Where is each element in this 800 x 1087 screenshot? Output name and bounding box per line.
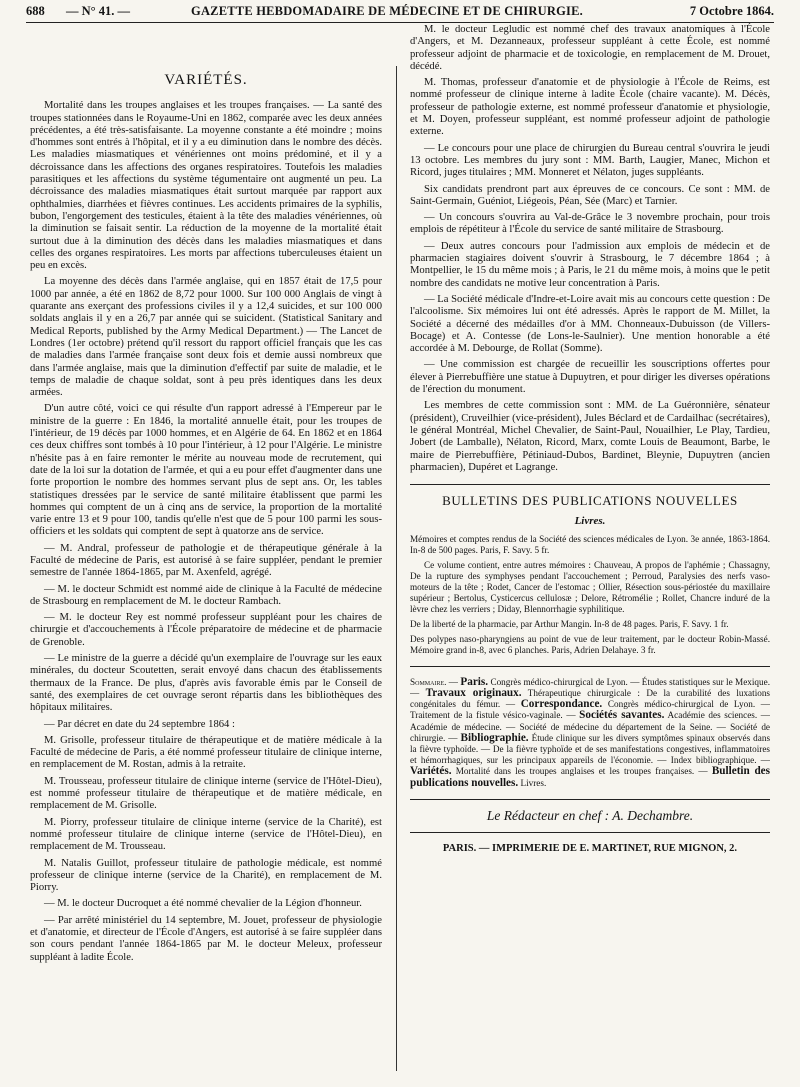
issue-date: 7 Octobre 1864. [689, 4, 774, 18]
paragraph: — La Société médicale d'Indre-et-Loire avait mis au concours cette question : De l'alcoolisme. Six mémoires lui ont été adressés. Après le rapport de M. Millet, la Société a décerné des médailles d'or à MM. Chonneaux-Dubuisson (de Villers-Bocage) et A. Contesse (de Lons-le-Saulnier). Une mention honorable a été accordée à M. Debourge, de Rollat (Somme). [410, 293, 770, 355]
publications-title: BULLETINS DES PUBLICATIONS NOUVELLES [442, 493, 738, 509]
paragraph: M. Natalis Guillot, professeur titulaire de pathologie médicale, est nommé professeur de clinique interne (service de la Charité), en remplacement de M. Piorry. [30, 857, 382, 894]
sommaire-section: Bibliographie. [460, 731, 529, 744]
printer-imprint: PARIS. — IMPRIMERIE DE E. MARTINET, RUE MIGNON, 2. [442, 843, 738, 855]
book-entry: Des polypes naso-pharyngiens au point de vue de leur traitement, par le docteur Robin-Massé. Mémoire grand in-8, avec 6 planches. Paris, Adrien Delahaye. 3 fr. [410, 633, 770, 655]
sommaire-section: Sociétés savantes. [579, 709, 665, 722]
sommaire-section: Travaux originaux. [425, 686, 522, 699]
book-entry: Mémoires et comptes rendus de la Société des sciences médicales de Lyon. 3e année, 1863-1864. In-8 de 500 pages. Paris, F. Savy. 5 fr. [410, 533, 770, 555]
publications-subtitle: Livres. [574, 515, 606, 528]
sommaire-section: Paris. [460, 675, 489, 688]
section-title: VARIÉTÉS. [164, 72, 248, 88]
sommaire-text: Mortalité dans les troupes anglaises et les troupes françaises. — [455, 766, 708, 777]
section-rule [410, 832, 770, 833]
journal-title: GAZETTE HEBDOMADAIRE DE MÉDECINE ET DE CHIRURGIE. [191, 4, 583, 18]
paragraph: — M. le docteur Ducroquet a été nommé chevalier de la Légion d'honneur. [44, 898, 362, 910]
paragraph: M. Thomas, professeur d'anatomie et de physiologie à l'École de Reims, est nommé professeur de clinique interne à ladite École (chaire vacante). M. Décès, professeur de pathologie externe, est nommé professeur d'anatomie et physiologie, et M. Doyen, professeur suppléant, est nommé professeur adjoint de pathologie externe. [410, 77, 770, 138]
book-entry: De la liberté de la pharmacie, par Arthur Mangin. In-8 de 48 pages. Paris, F. Savy. 1 fr. [410, 618, 729, 629]
section-rule [410, 799, 770, 800]
page-number: 688 [26, 4, 45, 18]
paragraph: M. Trousseau, professeur titulaire de clinique interne (service de l'Hôtel-Dieu), est nommé professeur titulaire de thérapeutique et de matière médicale, en remplacement de M. Grisolle. [30, 775, 382, 812]
paragraph: — Un concours s'ouvrira au Val-de-Grâce le 3 novembre prochain, pour trois emplois de répétiteur à l'École du service de santé militaire de Strasbourg. [410, 212, 770, 236]
paragraph: — Une commission est chargée de recueillir les souscriptions offertes pour élever à Pierrebuffière une statue à Dupuytren, et pour diriger les diverses opérations de l'érection du monument. [410, 359, 770, 396]
paragraph: Mortalité dans les troupes anglaises et les troupes françaises. — La santé des troupes stationnées dans le Royaume-Uni en 1862, comparée avec les deux années précédentes, a été très-satisfaisante. La moyenne constante a été moindre ; moins d'hommes sont entrés à l'hôpital, et il y a eu diminution dans le nombre des décès. Les maladies miasmatiques et vénériennes ont moins prédominé, et il y a décroissance dans les affections des organes respiratoires. Toutefois les maladies parasitiques et les affections du système tégumentaire ont augmenté un peu. La décroissance des maladies miasmatiques était surtout marquée par rapport aux ophthalmies, diarrhées et fièvres continues. Les accidents primaires de la syphilis, bubon, l'engorgement des testicules, étaient à la tête des maladies vénériennes, où la diminution se faisait sentir. La réduction de la moyenne de la mortalité était surtout due à la diminution des décès dans les maladies miasmatiques et dans celles des organes respiratoires. Les morts par affections tuberculeuses étaient un peu en excès. [30, 100, 382, 272]
sommaire-text: Congrès médico-chirurgical de Lyon. — Traitement de la fistule vésico-vaginale. — [410, 699, 770, 721]
sommaire-lead: Sommaire. — [410, 676, 458, 687]
paragraph: M. Grisolle, professeur titulaire de thérapeutique et de matière médicale à la Faculté de médecine de Paris, a été nommé professeur titulaire de clinique interne, en remplacement de M. Rostan, admis à la retraite. [30, 734, 382, 771]
sommaire-text: Étude clinique sur les divers symptômes spinaux observés dans la fièvre typhoïde. — De la fièvre typhoïde et de ses manifestations congestives, inflammatoires et hémorrhagiques, sur les principaux appareils de l'économie. — Index bibliographique. — [410, 732, 770, 766]
issue-number: — N° 41. — [66, 4, 131, 18]
paragraph: D'un autre côté, voici ce qui résulte d'un rapport adressé à l'Empereur par le ministre de la guerre : En 1846, la mortalité annuelle était, pour les troupes de l'intérieur, de 19 décès par 1000 hommes, et en Algérie de 64. En 1862 et en 1864 ces deux chiffres sont tombés à 10 pour l'intérieur, à 12 pour l'Algérie. Le ministre n'hésite pas à en faire remonter le mérite au nouveau mode de recrutement, qui date de la loi sur la dotation de l'armée, et qui a eu pour effet d'augmenter dans une forte proportion le nombre des hommes servant plus de sept ans. Or, les tables statistiques dressées par le service de santé militaire établissent que parmi les hommes qui comptent de un à cinq ans de service, la proportion de la mortalité varie entre 13 et 9 pour 100, tandis qu'elle n'est que de 5 pour 100 parmi les sous-officiers et les soldats qui comptent de sept à quatorze ans de service. [30, 403, 382, 538]
sommaire-text: Livres. [520, 777, 547, 788]
header-spacer [410, 8, 770, 24]
left-column [30, 64, 382, 1064]
paragraph: Les membres de cette commission sont : MM. de La Guéronnière, sénateur (président), Cruveilhier (vice-président), Jules Béclard et de Cardailhac (secrétaires), le général Montréal, Michel Chevalier, de Saint-Paul, Nouailhier, Le Play, Tardieu, Jobert (de Lamballe), Nélaton, Ricord, Marx, comte Louis de Beaumont, Barbe, le maire de Pierrebuffière, Pétiniaud-Dubos, Bardinet, Bleynie, Dupuytren (ancien pharmacien), Dupéret et Lagrange. [410, 400, 770, 473]
column-divider [396, 66, 397, 1071]
book-note: Ce volume contient, entre autres mémoires : Chauveau, A propos de l'aphémie ; Chassagny, De la rupture des symphyses pendant l'accouchement ; Perroud, Paralysies des nerfs vaso-moteurs de la tête ; Rodet, Cancer de l'estomac ; Ollier, Résection sous-périostée du maxillaire supérieur ; Bertolus, Cysticercus cellulosæ ; Delore, Rétromélie ; Rollet, Chancre induré de la lèvre chez les verriers ; Diday, Blennorrhagie syphilitique. [410, 559, 770, 614]
right-column [410, 8, 770, 1008]
paragraph: — M. le docteur Schmidt est nommé aide de clinique à la Faculté de médecine de Strasbourg en remplacement de M. le docteur Rambach. [30, 583, 382, 607]
section-rule [410, 484, 770, 485]
paragraph: — M. Andral, professeur de pathologie et de thérapeutique générale à la Faculté de médecine de Paris, est autorisé à se faire suppléer, pendant le premier semestre de l'année 1864-1865, par M. Axenfeld, agrégé. [30, 542, 382, 579]
paragraph: — M. le docteur Rey est nommé professeur suppléant pour les chaires de chirurgie et d'accouchements à l'École préparatoire de médecine et de pharmacie de Grenoble. [30, 612, 382, 648]
sommaire-section: Bulletin des publications nouvelles. [410, 765, 770, 789]
paragraph: — Par arrêté ministériel du 14 septembre, M. Jouet, professeur de physiologie et d'anatomie, et directeur de l'École d'Angers, est autorisé à se faire suppléer dans son cours pendant l'année 1864-1865 par M. le docteur Meleux, professeur suppléant à ladite École. [30, 914, 382, 963]
paragraph: Six candidats prendront part aux épreuves de ce concours. Ce sont : MM. de Saint-Germain, Guéniot, Liégeois, Péan, Sée (Marc) et Tarnier. [410, 183, 770, 207]
sommaire-section: Variétés. [410, 765, 452, 778]
editor-signature: Le Rédacteur en chef : A. Dechambre. [486, 807, 694, 823]
section-rule [410, 666, 770, 667]
paragraph: — Par décret en date du 24 septembre 1864 : [44, 718, 235, 730]
paragraph: M. le docteur Legludic est nommé chef des travaux anatomiques à l'École d'Angers, et M. Dezanneaux, professeur suppléant à cette École, est nommé professeur adjoint de pharmacie et de toxicologie, en remplacement de M. Drouet, décédé. [410, 24, 770, 72]
paragraph: — Le concours pour une place de chirurgien du Bureau central s'ouvrira le jeudi 13 octobre. Les membres du jury sont : MM. Barth, Laugier, Manec, Michon et Ricord, juges titulaires ; MM. Monneret et Nélaton, juges suppléants. [410, 142, 770, 179]
sommaire-text: Congrès médico-chirurgical de Lyon. — Études statistiques sur le Mexique. — [410, 676, 770, 698]
sommaire-text: Académie des sciences. — Académie de médecine. — Société de médecine du département de la Seine. — Société de chirurgie. — [410, 710, 770, 743]
paragraph: — Deux autres concours pour l'admission aux emplois de médecin et de pharmacien stagiaires doivent s'ouvrir à Strasbourg, le 7 décembre 1864 ; à Montpellier, le 15 du même mois ; à Paris, le 21 du même mois, à moins que le petit nombre des candidats ne motive leur concentration à Paris. [410, 240, 770, 289]
sommaire-text: Thérapeutique chirurgicale : De la curabilité des luxations congénitales du fémur. — [410, 687, 770, 710]
paragraph: — Le ministre de la guerre a décidé qu'un exemplaire de l'ouvrage sur les eaux minérales, du docteur Scoutetten, serait envoyé dans chacun des établissements thermaux de la France. De plus, d'après avis favorable émis par le Conseil de santé, des exemplaires de cet ouvrage seront répartis dans les bibliothèques des hôpitaux militaires. [30, 653, 382, 714]
sommaire-section: Correspondance. [520, 698, 603, 711]
paragraph: La moyenne des décès dans l'armée anglaise, qui en 1857 était de 17,5 pour 1000 par année, a été en 1862 de 8,72 pour 1000. Sur 100 000 Anglais de vingt à quarante ans exerçant des professions civiles il y a 12,4 suicides, et sur 100 000 soldats anglais il y en a 26,7 par année qui se suicident. (Statistical Sanitary and Medical Reports, published by the Army Medical Department.) — The Lancet de Londres (1er octobre) prétend qu'il ressort du rapport officiel français que les cas de maladies dans l'armée française sont deux fois et demie aussi nombreux que dans l'armée anglaise, mais que la diminution d'effectif par suite de maladie, et le temps de maladie de chaque soldat, sont à peu près identiques dans les deux armées. [30, 276, 382, 399]
sommaire [410, 677, 770, 789]
paragraph: M. Piorry, professeur titulaire de clinique interne (service de la Charité), est nommé professeur titulaire de clinique interne (service de l'Hôtel-Dieu), en remplacement de M. Trousseau. [30, 816, 382, 853]
